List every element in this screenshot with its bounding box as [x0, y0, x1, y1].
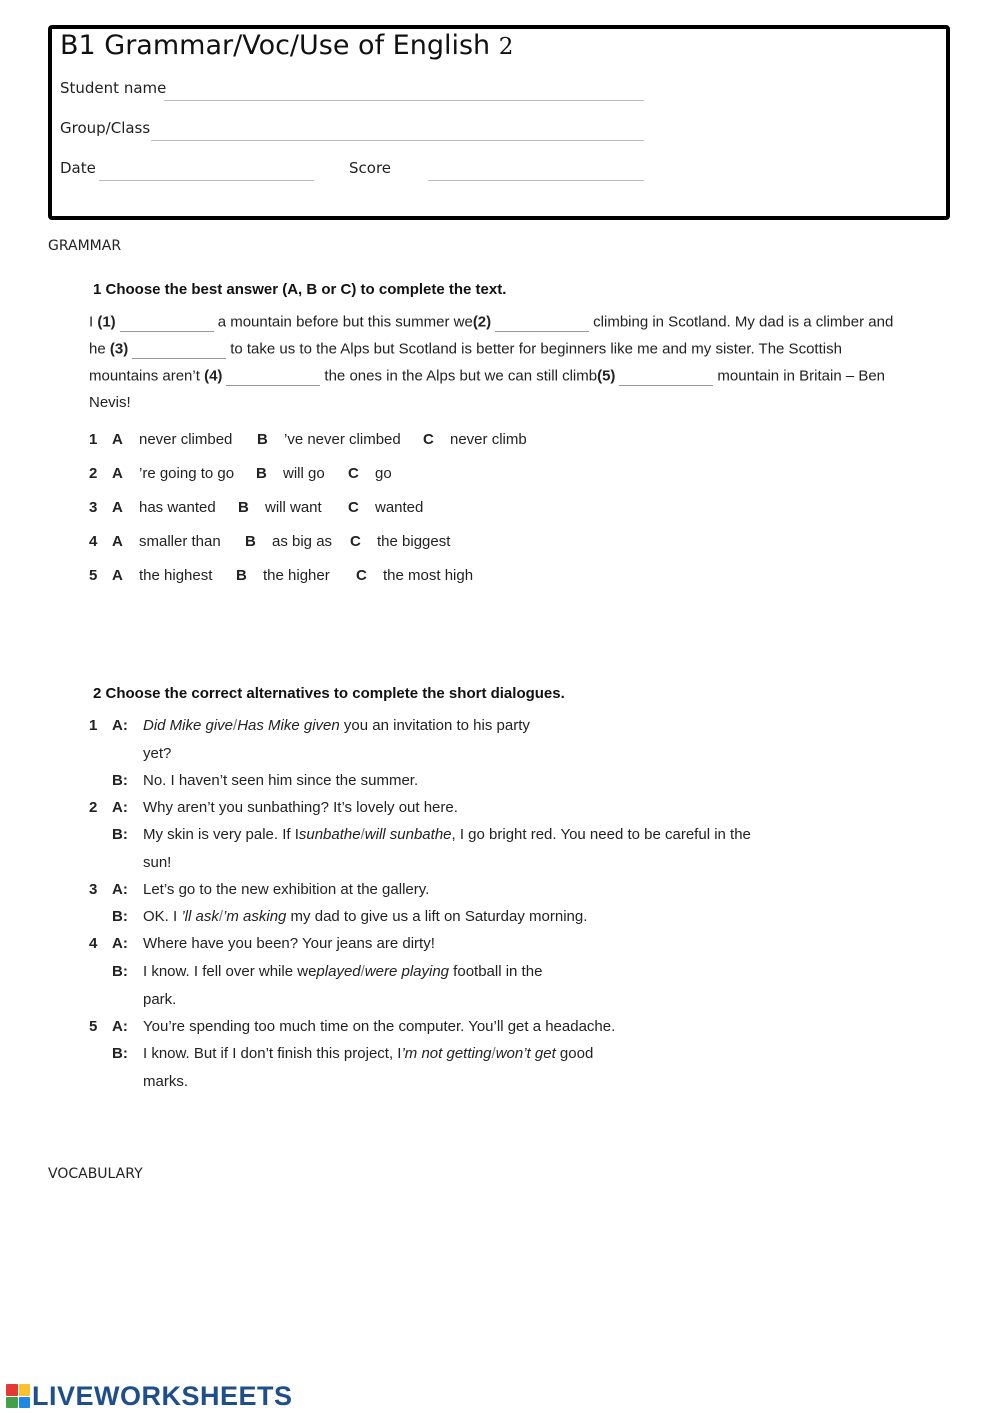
logo-block — [6, 1384, 18, 1396]
slash: / — [218, 908, 224, 925]
logo-block — [19, 1397, 31, 1409]
item-number: 5 — [89, 567, 98, 584]
date-input[interactable] — [99, 158, 314, 181]
dialogue-1-b: No. I haven’t seen him since the summer. — [143, 772, 419, 789]
page-title — [60, 30, 513, 61]
option-letter-b: B — [257, 431, 268, 448]
dialogue-number-1: 1 — [89, 717, 98, 734]
option-letter-a: A — [112, 567, 123, 584]
option-letter-c: C — [356, 567, 367, 584]
ex1-text-line-4: Nevis! — [89, 394, 131, 411]
logo-blocks-icon — [6, 1384, 30, 1408]
alternative-1-option-2[interactable]: Has Mike given — [237, 717, 340, 734]
option-letter-c: C — [348, 465, 359, 482]
item-number: 2 — [89, 465, 98, 482]
text-fragment: the ones in the Alps but we can still climb — [324, 367, 598, 385]
student-name-label: Student name — [60, 79, 167, 97]
title-number: 2 — [498, 34, 514, 60]
grammar-heading: GRAMMAR — [48, 238, 122, 254]
gap-number-4: (4) — [204, 367, 223, 385]
speaker-a: A: — [112, 799, 128, 816]
ex1-text-line-1 — [89, 313, 893, 332]
option-row-3 — [0, 499, 1000, 519]
alternative-3-option-1[interactable]: ’ll ask — [181, 908, 219, 925]
option-letter-b: B — [238, 499, 249, 516]
gap-input-5[interactable] — [619, 367, 713, 386]
dialogue-1-a-cont: yet? — [143, 745, 172, 762]
text-fragment: a mountain before but this summer we — [217, 313, 473, 331]
slash: / — [360, 826, 365, 843]
option-letter-b: B — [256, 465, 267, 482]
alternative-3-option-2[interactable]: ’m asking — [223, 908, 287, 925]
text-fragment: I — [89, 313, 98, 331]
option-row-1 — [0, 431, 1000, 451]
dialogue-number-5: 5 — [89, 1018, 98, 1035]
slash: / — [360, 963, 365, 980]
dialogue-5-b-cont: marks. — [143, 1073, 188, 1090]
option-1b[interactable]: ’ve never climbed — [284, 431, 401, 448]
item-number: 4 — [89, 533, 98, 550]
speaker-a: A: — [112, 717, 128, 734]
ex1-text-line-2 — [89, 340, 842, 359]
dialogue-2-b — [143, 826, 751, 843]
option-5b[interactable]: the higher — [263, 567, 330, 584]
text-fragment: he — [89, 340, 110, 358]
gap-input-3[interactable] — [132, 340, 226, 359]
dialogue-3-b — [143, 908, 587, 925]
option-3b[interactable]: will want — [265, 499, 322, 516]
logo-block — [19, 1384, 31, 1396]
option-5c[interactable]: the most high — [383, 567, 474, 584]
speaker-b: B: — [112, 826, 128, 843]
option-2b[interactable]: will go — [283, 465, 325, 482]
option-row-4 — [0, 533, 1000, 553]
dialogue-4-a: Where have you been? Your jeans are dirty! — [143, 935, 435, 952]
ex1-text-line-3 — [89, 367, 885, 386]
gap-input-1[interactable] — [120, 313, 214, 332]
option-row-5 — [0, 567, 1000, 587]
option-letter-a: A — [112, 431, 123, 448]
speaker-a: A: — [112, 1018, 128, 1035]
exercise1-title: 1 Choose the best answer (A, B or C) to complete the text. — [93, 281, 507, 298]
option-2a[interactable]: ’re going to go — [139, 465, 235, 482]
gap-input-4[interactable] — [226, 367, 320, 386]
score-input[interactable] — [428, 158, 644, 181]
dialogue-3-a: Let’s go to the new exhibition at the gallery. — [143, 881, 430, 898]
logo-text: LIVEWORKSHEETS — [32, 1380, 293, 1411]
item-number: 3 — [89, 499, 98, 516]
group-class-input[interactable] — [151, 118, 644, 141]
option-2c[interactable]: go — [375, 465, 392, 482]
option-letter-b: B — [245, 533, 256, 550]
option-letter-c: C — [348, 499, 359, 516]
item-number: 1 — [89, 431, 98, 448]
option-3a[interactable]: has wanted — [139, 499, 216, 516]
liveworksheets-logo — [6, 1381, 293, 1411]
dialogue-number-2: 2 — [89, 799, 98, 816]
option-4a[interactable]: smaller than — [139, 533, 221, 550]
dialogue-1-a — [143, 717, 530, 734]
dialogue-5-b — [143, 1045, 593, 1062]
dialogue-number-4: 4 — [89, 935, 98, 952]
slash: / — [491, 1045, 496, 1062]
text-fragment: good — [555, 1045, 594, 1062]
gap-input-2[interactable] — [495, 313, 589, 332]
exercise2-title: 2 Choose the correct alternatives to complete the short dialogues. — [93, 685, 565, 702]
option-letter-a: A — [112, 533, 123, 550]
vocabulary-heading: VOCABULARY — [48, 1166, 143, 1182]
option-letter-c: C — [423, 431, 434, 448]
dialogue-2-a: Why aren’t you sunbathing? It’s lovely out here. — [143, 799, 458, 816]
text-fragment: my dad to give us a lift on Saturday morning. — [286, 908, 588, 925]
group-class-label: Group/Class — [60, 119, 151, 137]
text-fragment: , I go bright red. You need to be careful in the — [451, 826, 751, 843]
text-fragment: you an invitation to his party — [339, 717, 530, 734]
alternative-2-option-1[interactable]: sunbathe — [298, 826, 361, 843]
gap-number-5: (5) — [597, 367, 616, 385]
text-fragment: climbing in Scotland. My dad is a climber and — [593, 313, 894, 331]
score-label: Score — [349, 159, 392, 177]
speaker-a: A: — [112, 881, 128, 898]
option-letter-a: A — [112, 465, 123, 482]
text-fragment: to take us to the Alps but Scotland is better for beginners like me and my sister. The Scottish — [230, 340, 842, 358]
gap-number-3: (3) — [109, 340, 129, 358]
text-fragment: football in the — [449, 963, 543, 980]
dialogue-2-b-cont: sun! — [143, 854, 172, 871]
speaker-a: A: — [112, 935, 128, 952]
alternative-5-option-1[interactable]: ’m not getting — [401, 1045, 492, 1062]
alternative-4-option-2[interactable]: were playing — [364, 963, 450, 980]
dialogue-number-3: 3 — [89, 881, 98, 898]
speaker-b: B: — [112, 772, 128, 789]
speaker-b: B: — [112, 1045, 128, 1062]
date-label: Date — [60, 159, 96, 177]
option-4c[interactable]: the biggest — [377, 533, 451, 550]
speaker-b: B: — [112, 963, 128, 980]
speaker-b: B: — [112, 908, 128, 925]
dialogue-4-b — [143, 963, 542, 980]
logo-block — [6, 1397, 18, 1409]
dialogue-4-b-cont: park. — [143, 991, 177, 1008]
text-fragment: My skin is very pale. If I — [143, 826, 299, 843]
text-fragment: OK. I — [143, 908, 182, 925]
option-letter-a: A — [112, 499, 123, 516]
option-letter-c: C — [350, 533, 361, 550]
text-fragment: mountains aren’t — [89, 367, 205, 385]
alternative-4-option-1[interactable]: played — [316, 963, 361, 980]
alternative-1-option-1[interactable]: Did Mike give — [143, 717, 234, 734]
option-row-2 — [0, 465, 1000, 485]
dialogue-5-a: You’re spending too much time on the computer. You’ll get a headache. — [143, 1018, 616, 1035]
text-fragment: I know. But if I don’t finish this project, I — [143, 1045, 402, 1062]
text-fragment: mountain in Britain – Ben — [717, 367, 886, 385]
gap-number-2: (2) — [472, 313, 492, 331]
option-3c[interactable]: wanted — [375, 499, 424, 516]
title-text: B1 Grammar/Voc/Use of English — [60, 30, 491, 61]
alternative-2-option-2[interactable]: will sunbathe — [364, 826, 452, 843]
option-letter-b: B — [236, 567, 247, 584]
option-5a[interactable]: the highest — [139, 567, 213, 584]
student-name-input[interactable] — [164, 78, 644, 101]
option-1c[interactable]: never climb — [450, 431, 527, 448]
alternative-5-option-2[interactable]: won’t get — [495, 1045, 556, 1062]
slash: / — [233, 717, 238, 734]
option-1a[interactable]: never climbed — [139, 431, 233, 448]
text-fragment: I know. I fell over while we — [143, 963, 317, 980]
option-4b[interactable]: as big as — [272, 533, 333, 550]
gap-number-1: (1) — [97, 313, 116, 331]
